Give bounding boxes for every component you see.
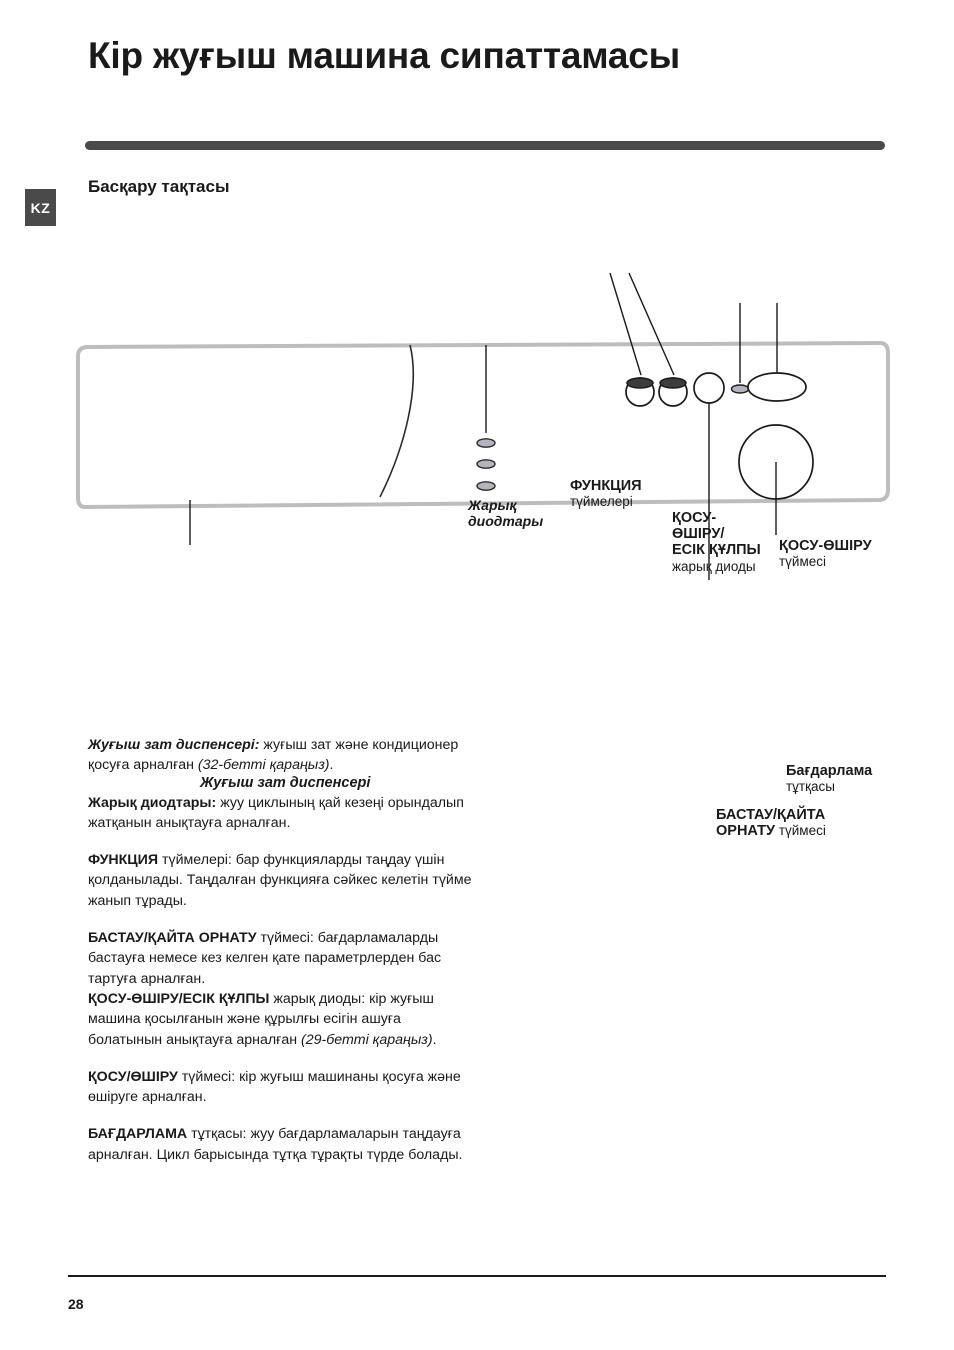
status-led-3 <box>477 482 495 490</box>
callout-onoff-lock-line3: ЕСІК ҚҰЛПЫ <box>672 542 761 559</box>
callout-program-bold: Бағдарлама <box>786 763 873 779</box>
callout-function-bold: ФУНКЦИЯ <box>570 478 642 494</box>
callout-onoff-button-bold: ҚОСУ-ӨШІРУ <box>779 538 872 554</box>
function-button-2 <box>659 378 687 406</box>
paragraph-lead: БАҒДАРЛАМА <box>88 1126 188 1143</box>
callout-onoff-lock-line1: ҚОСУ- <box>672 510 717 526</box>
start-reset-button-shape <box>694 373 724 403</box>
callout-leds-line2: диодтары <box>468 513 544 530</box>
callout-leds-line1: Жарық <box>468 497 517 513</box>
callout-start-line2: ОРНАТУ <box>716 823 776 840</box>
paragraph-text: тұтқасы: жуу бағдарламаларын таңдауға арналған. Цикл барысында тұтқа тұрақты түрде болады. <box>88 1126 463 1163</box>
paragraph-text: жуу циклының қай кезеңі орындалып жатқанын анықтауға арналған. <box>88 794 464 831</box>
callout-start-reset-button <box>716 807 896 839</box>
body-paragraph <box>88 850 478 911</box>
callout-onoff-lock-normal: жарық диоды <box>672 558 756 574</box>
callout-onoff-door-lock-led <box>672 510 782 574</box>
callout-onoff-lock-line2: ӨШІРУ/ <box>672 526 725 543</box>
onoff-door-lock-led-shape <box>732 385 749 393</box>
body-paragraph <box>88 793 478 834</box>
paragraph-tail: . <box>329 757 334 774</box>
page-title: Кір жуғыш машина сипаттамасы <box>88 35 681 76</box>
callout-onoff-button <box>779 538 929 569</box>
body-paragraph <box>88 989 478 1050</box>
paragraph-text: жарық диоды: кір жуғыш машина қосылғанын және құрылғы есігін ашуға болатынын анықтауға арналған <box>88 990 434 1048</box>
paragraph-text: түймесі: бағдарламаларды бастауға немесе кез келген қате параметрлерден бас тартуға арналған. <box>88 930 442 987</box>
paragraph-lead: Жарық диодтары: <box>88 794 217 811</box>
body-copy <box>88 735 478 1182</box>
paragraph-lead: ҚОСУ/ӨШІРУ <box>88 1068 178 1085</box>
status-led-1 <box>477 439 495 447</box>
callout-dispenser-text: Жуғыш зат диспенсері <box>200 775 371 791</box>
body-paragraph <box>88 1067 478 1108</box>
callout-program-knob <box>786 763 936 794</box>
status-led-2 <box>477 460 495 468</box>
onoff-button-shape <box>748 373 806 401</box>
paragraph-lead: ҚОСУ-ӨШІРУ/ЕСІК ҚҰЛПЫ <box>88 990 270 1007</box>
header-rule <box>85 141 885 150</box>
callout-function-buttons <box>570 478 690 509</box>
paragraph-text: жуғыш зат және кондиционер қосуға арналған <box>88 737 459 774</box>
paragraph-page-reference: (32-бетті қараңыз) <box>197 757 330 774</box>
paragraph-lead: ФУНКЦИЯ <box>88 852 159 869</box>
body-paragraph <box>88 928 478 989</box>
language-tab-kz: KZ <box>25 189 56 226</box>
paragraph-lead: БАСТАУ/ҚАЙТА ОРНАТУ <box>88 930 257 947</box>
paragraph-page-reference: (29-бетті қараңыз) <box>301 1031 433 1048</box>
page-number: 28 <box>68 1296 84 1312</box>
footer-rule <box>68 1275 886 1277</box>
paragraph-tail: . <box>432 1031 437 1048</box>
body-paragraph <box>88 735 478 776</box>
callout-leds <box>468 497 578 529</box>
paragraph-text: түймелері: бар функцияларды таңдау үшін қолданылады. Таңдалған функцияға сәйкес келетін түйме жанып тұрады. <box>88 852 472 909</box>
callout-onoff-button-normal: түймесі <box>779 554 827 570</box>
paragraph-text: түймесі: кір жуғыш машинаны қосуға және өшіруге арналған. <box>88 1068 461 1106</box>
callout-function-normal: түймелері <box>570 494 633 510</box>
callout-program-normal: тұтқасы <box>786 779 835 795</box>
paragraph-lead: Жуғыш зат диспенсері: <box>88 737 260 753</box>
section-heading: Басқару тақтасы <box>88 177 230 196</box>
function-button-1 <box>626 378 654 406</box>
callout-start-normal: түймесі <box>778 823 826 839</box>
callout-start-line1: БАСТАУ/ҚАЙТА <box>716 807 826 823</box>
status-led-indicators <box>477 439 495 490</box>
body-paragraph <box>88 1124 478 1165</box>
